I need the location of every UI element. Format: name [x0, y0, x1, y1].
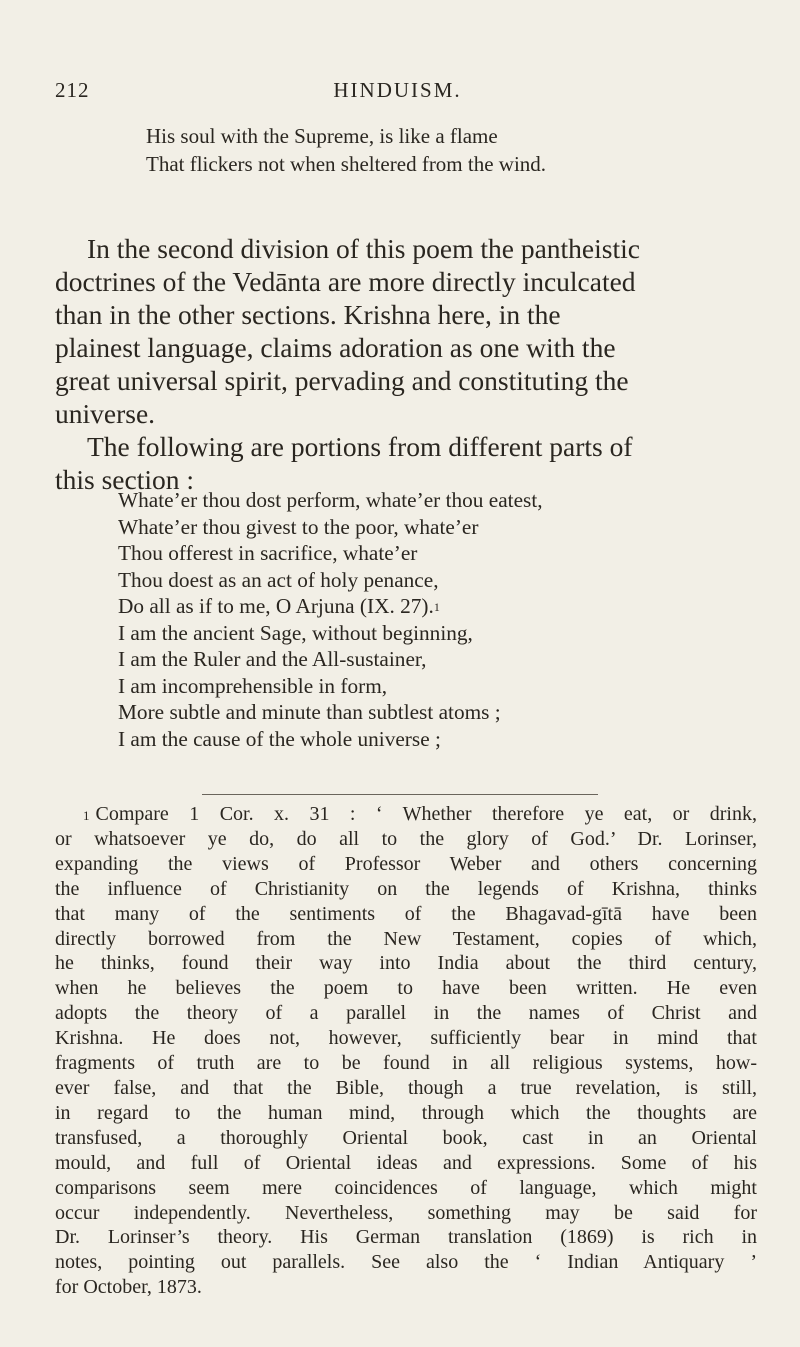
running-title: HINDUISM. — [333, 78, 462, 102]
verse-line-text: Do all as if to me, O Arjuna (IX. 27). — [118, 594, 434, 618]
text-line: plainest language, claims adoration as one with the — [55, 332, 616, 363]
gita-verse-block — [118, 487, 758, 752]
verse-line: I am the cause of the whole universe ; — [118, 726, 441, 751]
footnote-line — [55, 802, 757, 827]
footnote-line: that many of the sentiments of the Bhagavad-gītā have been — [55, 902, 757, 925]
opening-verse — [146, 122, 746, 178]
verse-line: Whate’er thou dost perform, whate’er thou eatest, — [118, 488, 543, 512]
footnote-line: or whatsoever ye do, do all to the glory of God.’ Dr. Lorinser, — [55, 827, 757, 850]
footnote-line: comparisons seem mere coincidences of language, which might — [55, 1176, 757, 1199]
footnote-line: adopts the theory of a parallel in the names of Christ and — [55, 1002, 757, 1025]
verse-line: More subtle and minute than subtlest atoms ; — [118, 700, 501, 724]
verse-line: I am the Ruler and the All-sustainer, — [118, 647, 427, 671]
footnote-line: fragments of truth are to be found in all religious systems, how- — [55, 1052, 757, 1075]
text-line: doctrines of the Vedānta are more directly inculcated — [55, 266, 636, 297]
paragraph-second-division — [55, 232, 755, 430]
footnote-line: when he believes the poem to have been written. He even — [55, 977, 757, 1000]
footnote-line: he thinks, found their way into India about the third century, — [55, 952, 757, 975]
footnote-line: notes, pointing out parallels. See also the ‘ Indian Antiquary ’ — [55, 1251, 757, 1274]
verse-line: His soul with the Supreme, is like a flame — [146, 124, 498, 148]
text-line: great universal spirit, pervading and constituting the — [55, 365, 629, 396]
footnote-line: for October, 1873. — [55, 1276, 202, 1299]
footnote-line: Dr. Lorinser’s theory. His German translation (1869) is rich in — [55, 1226, 757, 1249]
footnote-line: transfused, a thoroughly Oriental book, cast in an Oriental — [55, 1126, 757, 1149]
verse-line: I am the ancient Sage, without beginning, — [118, 620, 473, 645]
verse-line: Thou offerest in sacrifice, whate’er — [118, 541, 418, 565]
footnote-line: directly borrowed from the New Testament, copies of which, — [55, 927, 757, 950]
footnote-line: occur independently. Nevertheless, something may be said for — [55, 1201, 757, 1224]
text-line: In the second division of this poem the pantheistic — [87, 233, 640, 264]
footnote-text: Compare 1 Cor. x. 31 : ‘ Whether therefore ye eat, or drink, — [95, 803, 757, 825]
verse-line: I am incomprehensible in form, — [118, 673, 388, 698]
text-line: than in the other sections. Krishna here, in the — [55, 299, 561, 330]
footnote-reference[interactable]: 1 — [433, 600, 440, 614]
footnote-line: the influence of Christianity on the legends of Krishna, thinks — [55, 877, 757, 900]
text-line: The following are portions from different parts of — [87, 431, 633, 462]
footnote-line: Krishna. He does not, however, sufficiently bear in mind that — [55, 1027, 757, 1050]
running-head — [55, 78, 740, 108]
footnote-line: expanding the views of Professor Weber and others concerning — [55, 852, 757, 875]
footnote — [55, 802, 757, 1300]
footnote-line: ever false, and that the Bible, though a true revelation, is still, — [55, 1076, 757, 1099]
text-line: this section : — [55, 464, 195, 495]
body-text — [55, 232, 755, 496]
verse-line: Whate’er thou givest to the poor, whate’er — [118, 514, 479, 539]
footnote-marker: 1 — [83, 808, 90, 823]
footnote-divider — [202, 794, 598, 795]
text-line: universe. — [55, 398, 156, 429]
footnote-line: in regard to the human mind, through which the thoughts are — [55, 1101, 757, 1124]
footnote-line: mould, and full of Oriental ideas and expressions. Some of his — [55, 1151, 757, 1174]
verse-line: That flickers not when sheltered from the wind. — [146, 152, 547, 176]
verse-line: Thou doest as an act of holy penance, — [118, 567, 439, 592]
page-number: 212 — [55, 78, 90, 102]
verse-line — [118, 593, 758, 620]
